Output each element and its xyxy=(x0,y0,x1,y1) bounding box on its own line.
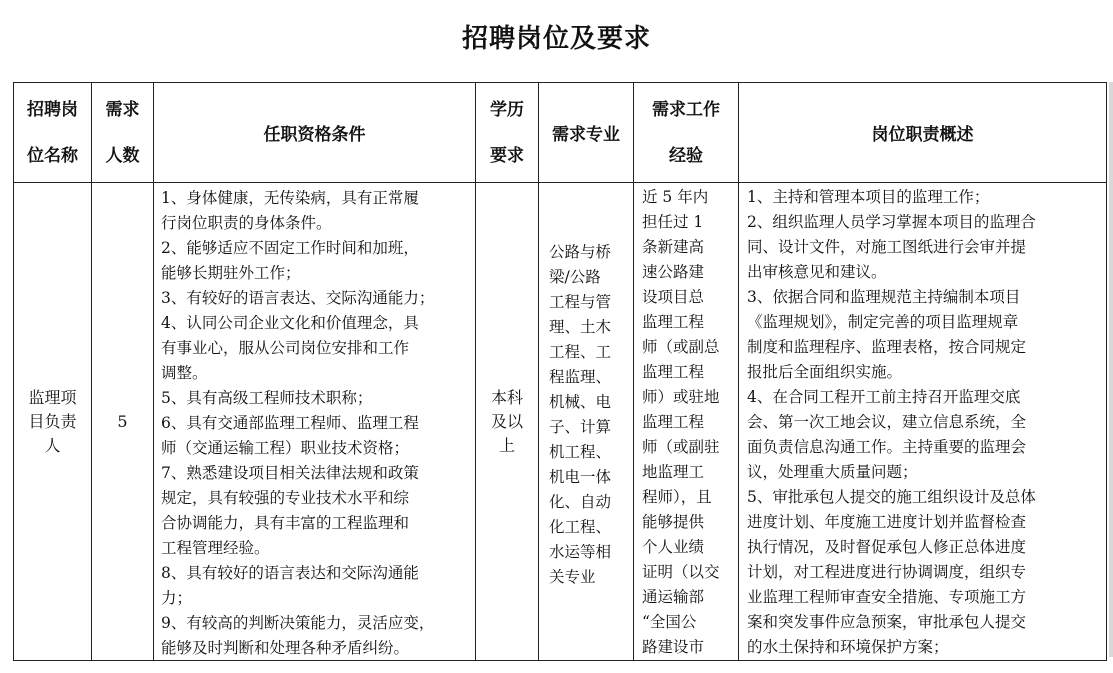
duty-line: 面负责信息沟通工作。主持重要的监理会 xyxy=(747,438,1027,456)
experience-line: 证明（以交 xyxy=(642,563,720,581)
duty-line: 2、组织监理人员学习掌握本项目的监理合 xyxy=(747,213,1036,231)
experience-line: 监理工程 xyxy=(642,413,705,431)
table-header-row xyxy=(14,83,1107,183)
duty-line: 4、在合同工程开工前主持召开监理交底 xyxy=(747,388,1021,406)
major-line: 程监理、 xyxy=(549,368,612,386)
duty-line: 执行情况，及时督促承包人修正总体进度 xyxy=(747,538,1027,556)
header-duties: 岗位职责概述 xyxy=(739,83,1107,183)
cell-major xyxy=(539,183,634,661)
cell-count: 5 xyxy=(92,183,154,661)
experience-line: 程师），且 xyxy=(642,488,712,506)
header-count: 需求 人数 xyxy=(92,83,154,183)
qualification-line: 调整。 xyxy=(161,364,208,382)
qualification-line: 3、有较好的语言表达、交际沟通能力； xyxy=(161,289,435,307)
page-edge xyxy=(1109,82,1113,657)
recruitment-table xyxy=(13,82,1107,661)
major-line: 子、计算 xyxy=(549,418,612,436)
experience-line: 路建设市 xyxy=(642,638,705,656)
duty-line: 会、第一次工地会议，建立信息系统，全 xyxy=(747,413,1027,431)
qualification-line: 5、具有高级工程师技术职称； xyxy=(161,389,373,407)
qualification-line: 8、具有较好的语言表达和交际沟通能 xyxy=(161,564,419,582)
experience-line: 师（或副驻 xyxy=(642,438,720,456)
header-education: 学历 要求 xyxy=(476,83,539,183)
qualification-line: 2、能够适应不固定工作时间和加班， xyxy=(161,239,419,257)
table-row xyxy=(14,183,1107,661)
experience-line: 近 5 年内 xyxy=(642,188,709,206)
experience-line: 地监理工 xyxy=(642,463,705,481)
qualification-line: 能够长期驻外工作； xyxy=(161,264,301,282)
qualifications-list xyxy=(154,183,475,657)
experience-line: 师）或驻地 xyxy=(642,388,720,406)
duty-line: 业监理工程师审查安全措施、专项施工方 xyxy=(747,588,1027,606)
qualification-line: 能够及时判断和处理各种矛盾纠纷。 xyxy=(161,639,410,657)
qualification-line: 1、身体健康，无传染病，具有正常履 xyxy=(161,189,419,207)
experience-list xyxy=(634,183,738,660)
experience-line: “全国公 xyxy=(642,613,697,631)
major-line: 梁/公路 xyxy=(549,268,601,286)
cell-education: 本科 及以 上 xyxy=(476,183,539,661)
major-list xyxy=(539,183,633,590)
duty-line: 同、设计文件，对施工图纸进行会审并提 xyxy=(747,238,1027,256)
cell-experience xyxy=(634,183,739,661)
duty-line: 1、主持和管理本项目的监理工作； xyxy=(747,188,990,206)
major-line: 工程与管 xyxy=(549,293,612,311)
duty-line: 3、依据合同和监理规范主持编制本项目 xyxy=(747,288,1021,306)
major-line: 工程、工 xyxy=(549,343,612,361)
duty-line: 出审核意见和建议。 xyxy=(747,263,887,281)
qualification-line: 7、熟悉建设项目相关法律法规和政策 xyxy=(161,464,419,482)
experience-line: 个人业绩 xyxy=(642,538,705,556)
cell-qualifications xyxy=(154,183,476,661)
major-line: 化、自动 xyxy=(549,493,612,511)
experience-line: 设项目总 xyxy=(642,288,705,306)
qualification-line: 行岗位职责的身体条件。 xyxy=(161,214,332,232)
experience-line: 速公路建 xyxy=(642,263,705,281)
major-line: 理、土木 xyxy=(549,318,612,336)
duty-line: 进度计划、年度施工进度计划并监督检查 xyxy=(747,513,1027,531)
experience-line: 师（或副总 xyxy=(642,338,720,356)
qualification-line: 师（交通运输工程）职业技术资格； xyxy=(161,439,410,457)
header-qualifications: 任职资格条件 xyxy=(154,83,476,183)
experience-line: 能够提供 xyxy=(642,513,705,531)
qualification-line: 力； xyxy=(161,589,193,607)
duty-line: 案和突发事件应急预案，审批承包人提交 xyxy=(747,613,1027,631)
header-experience: 需求工作 经验 xyxy=(634,83,739,183)
major-line: 机械、电 xyxy=(549,393,612,411)
duty-line: 的水土保持和环境保护方案； xyxy=(747,638,949,656)
duty-line: 计划，对工程进度进行协调调度，组织专 xyxy=(747,563,1027,581)
experience-line: 条新建高 xyxy=(642,238,705,256)
major-line: 化工程、 xyxy=(549,518,612,536)
qualification-line: 工程管理经验。 xyxy=(161,539,270,557)
header-major: 需求专业 xyxy=(539,83,634,183)
qualification-line: 9、有较高的判断决策能力，灵活应变， xyxy=(161,614,435,632)
duty-line: 议，处理重大质量问题； xyxy=(747,463,918,481)
major-line: 水运等相 xyxy=(549,543,612,561)
qualification-line: 4、认同公司企业文化和价值理念，具 xyxy=(161,314,419,332)
cell-position: 监理项 目负责 人 xyxy=(14,183,92,661)
page-title: 招聘岗位及要求 xyxy=(461,24,651,54)
major-line: 机工程、 xyxy=(549,443,612,461)
major-line: 机电一体 xyxy=(549,468,612,486)
experience-line: 通运输部 xyxy=(642,588,705,606)
header-position: 招聘岗 位名称 xyxy=(14,83,92,183)
major-line: 关专业 xyxy=(549,568,596,586)
duty-line: 报批后全面组织实施。 xyxy=(747,363,903,381)
duty-line: 制度和监理程序、监理表格，按合同规定 xyxy=(747,338,1027,356)
experience-line: 监理工程 xyxy=(642,313,705,331)
duty-line: 《监理规划》，制定完善的项目监理规章 xyxy=(747,313,1019,331)
qualification-line: 合协调能力，具有丰富的工程监理和 xyxy=(161,514,410,532)
qualification-line: 6、具有交通部监理工程师、监理工程 xyxy=(161,414,419,432)
experience-line: 监理工程 xyxy=(642,363,705,381)
qualification-line: 规定，具有较强的专业技术水平和综 xyxy=(161,489,410,507)
duty-line: 5、审批承包人提交的施工组织设计及总体 xyxy=(747,488,1036,506)
qualification-line: 有事业心，服从公司岗位安排和工作 xyxy=(161,339,410,357)
duties-list xyxy=(739,183,1106,660)
experience-line: 担任过 1 xyxy=(642,213,704,231)
major-line: 公路与桥 xyxy=(549,243,612,261)
cell-duties xyxy=(739,183,1107,661)
